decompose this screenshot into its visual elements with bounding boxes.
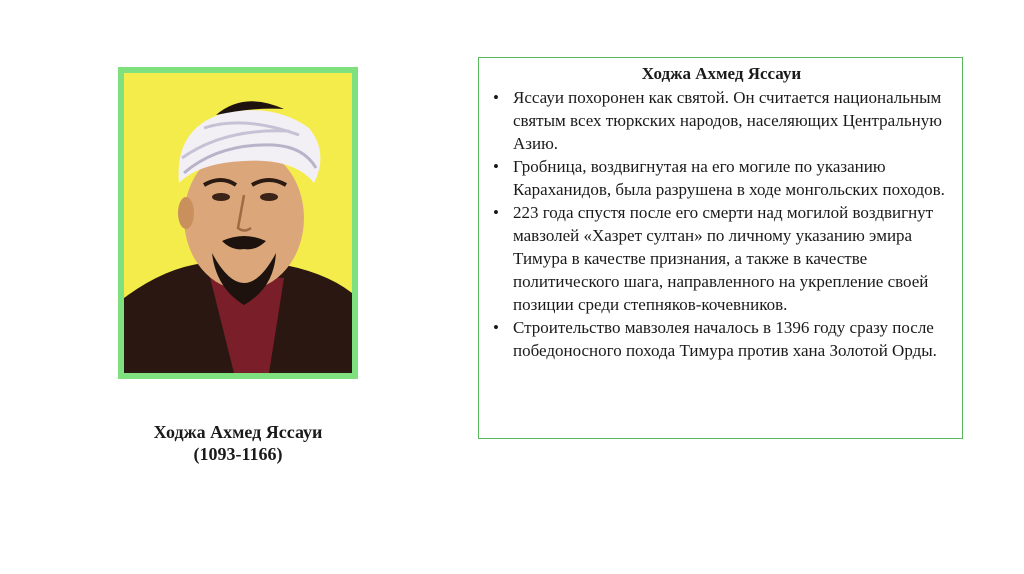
portrait-icon [124,73,352,373]
list-item: • 223 года спустя после его смерти над могилой воздвигнут мавзолей «Хазрет султан» по личному указанию эмира Тимура в качестве признания, а также в качестве политического шага, направленного на укрепление своей позиции среди степняков-кочевников. [491,201,952,316]
caption-name: Ходжа Ахмед Яссауи [153,422,323,442]
portrait-image [118,67,358,379]
list-item: • Гробница, воздвигнутая на его могиле по указанию Караханидов, была разрушена в ходе монгольских походов. [491,155,952,201]
info-list [491,86,952,362]
list-item: • Яссауи похоронен как святой. Он считается национальным святым всех тюркских народов, населяющих Центральную Азию. [491,86,952,155]
info-title: Ходжа Ахмед Яссауи [641,64,802,83]
info-panel [478,57,963,439]
list-item: • Строительство мавзолея началось в 1396 году сразу после победоносного похода Тимура против хана Золотой Орды. [491,316,952,362]
portrait-caption [110,421,366,465]
caption-years: (1093-1166) [193,444,283,464]
